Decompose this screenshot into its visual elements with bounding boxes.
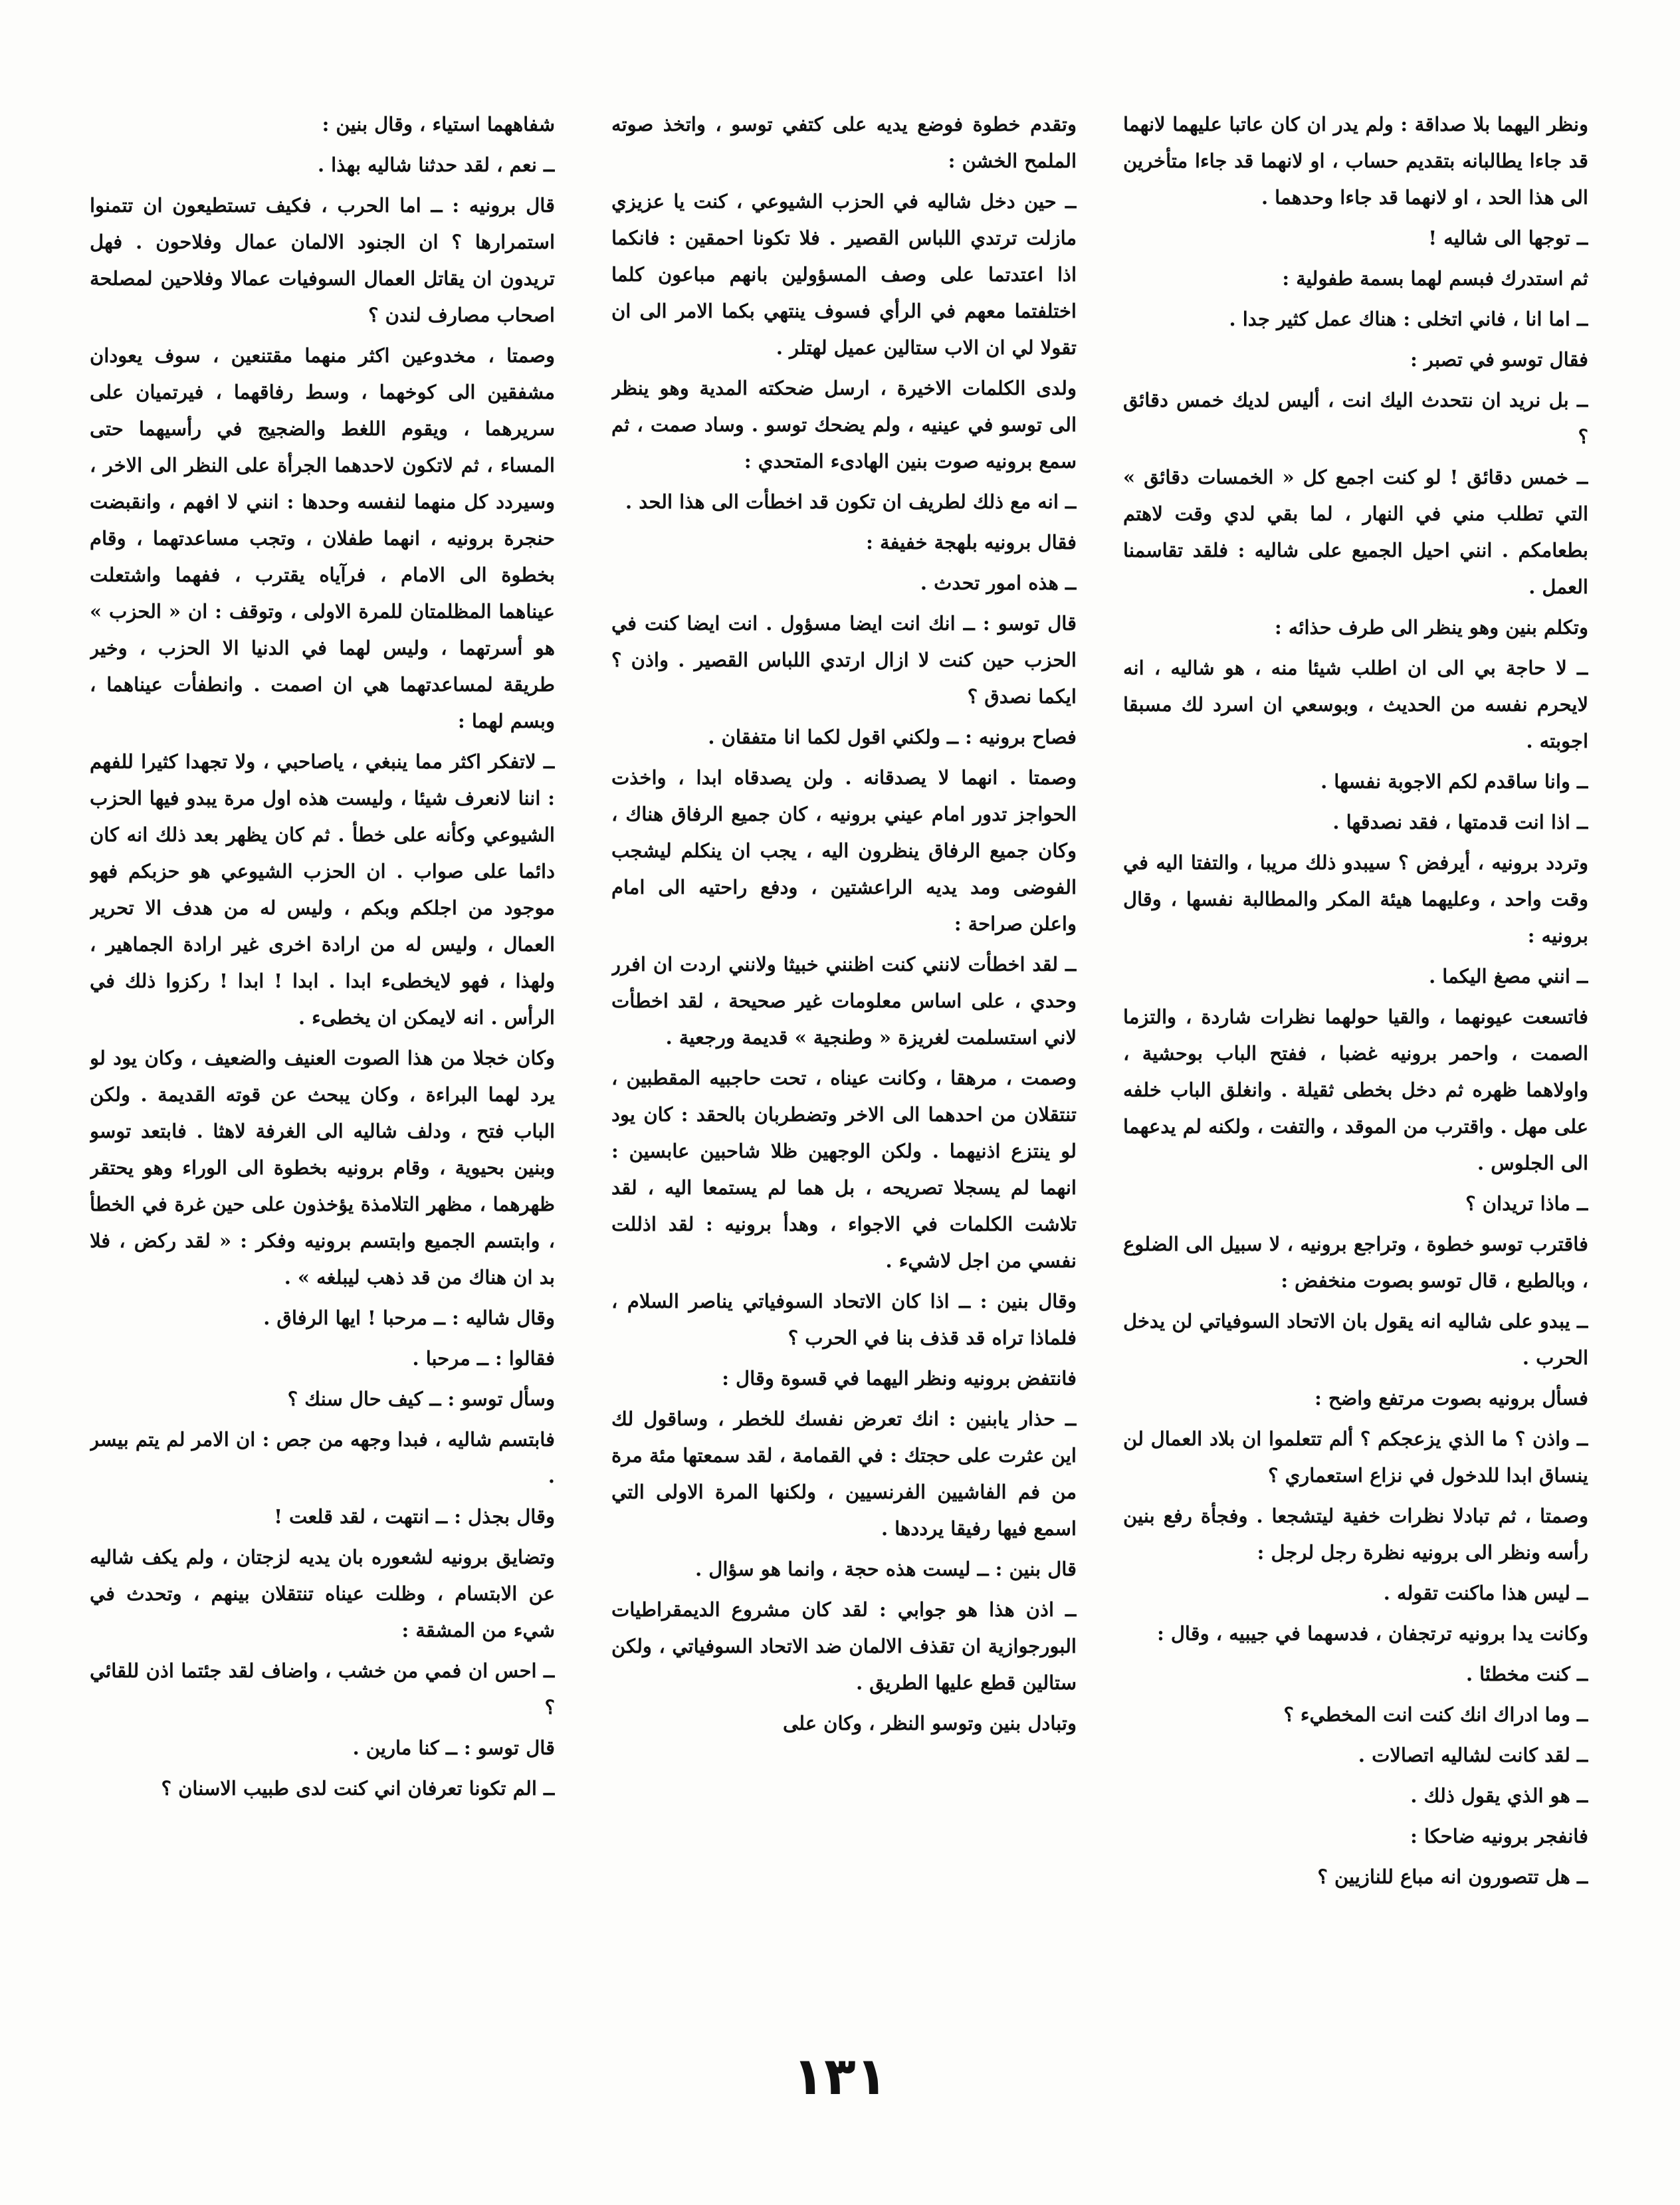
paragraph: ــ هل تتصورون انه مباع للنازيين ؟ [1317,1865,1588,1888]
paragraph: فقالوا : ــ مرحبا . [412,1347,555,1370]
paragraph: ثم استدرك فبسم لهما بسمة طفولية : [1282,267,1588,290]
paragraph: وصمتا . انهما لا يصدقانه . ولن يصدقاه ابدا ، واخذت الحواجز تدور امام عيني برونيه ، كان جميع الرفاق هناك ، وكان جميع الرفاق ينظرون اليه ، يجب ان ينكلم ليشجب الفوضى ومد يديه الراعشتين ، ودفع راحتيه الى امام واعلن صراحة : [611,766,1077,935]
paragraph: ــ ماذا تريدان ؟ [1465,1192,1588,1215]
paragraph: وتردد برونيه ، أيرفض ؟ سيبدو ذلك مريبا ، والتفتا اليه في وقت واحد ، وعليهما هيئة المكر والمطالبة نفسها ، وقال برونيه : [1123,851,1588,947]
paragraph: ــ انه مع ذلك لطريف ان تكون قد اخطأت الى هذا الحد . [625,490,1077,513]
paragraph: ــ انني مصغ اليكما . [1429,965,1588,988]
paragraph: وتقدم خطوة فوضع يديه على كتفي توسو ، واتخذ صوته الملمح الخشن : [611,113,1077,172]
text-column-right [1123,106,1588,2027]
paragraph: فقال توسو في تصبر : [1410,348,1588,371]
paragraph: ــ يبدو على شاليه انه يقول بان الاتحاد السوفياتي لن يدخل الحرب . [1123,1310,1588,1369]
paragraph: وقال بنين : ــ اذا كان الاتحاد السوفياتي يناصر السلام ، فلماذا تراه قد قذف بنا في الحرب ؟ [611,1290,1077,1349]
page-number: ١٣١ [792,2047,888,2107]
paragraph: وصمتا ، ثم تبادلا نظرات خفية ليتشجعا . وفجأة رفع بنين رأسه ونظر الى برونيه نظرة رجل لرجل : [1123,1505,1588,1564]
paragraph: فاقترب توسو خطوة ، وتراجع برونيه ، لا سبيل الى الضلوع ، وبالطبع ، قال توسو بصوت منخفض : [1123,1233,1588,1292]
paragraph: فقال برونيه بلهجة خفيفة : [866,531,1077,554]
paragraph: ــ لقد كانت لشاليه اتصالات . [1358,1744,1588,1766]
paragraph: فسأل برونيه بصوت مرتفع واضح : [1314,1387,1588,1410]
paragraph: ــ اما انا ، فاني اتخلى : هناك عمل كثير جدا . [1229,308,1588,330]
paragraph: ــ بل نريد ان نتحدث اليك انت ، أليس لديك خمس دقائق ؟ [1123,389,1588,448]
paragraph: فصاح برونيه : ــ ولكني اقول لكما انا متفقان . [708,726,1077,748]
paragraph: ــ خمس دقائق ! لو كنت اجمع كل « الخمسات دقائق » التي تطلب مني في النهار ، لما بقي لدي وقت لاهتم بطعامكم . انني احيل الجميع على شاليه : فلقد تقاسمنا العمل . [1123,466,1588,598]
paragraph: ــ هو الذي يقول ذلك . [1410,1784,1588,1807]
paragraph: ــ نعم ، لقد حدثنا شاليه بهذا . [317,154,555,176]
paragraph: ــ اذن هذا هو جوابي : لقد كان مشروع الديمقراطيات البورجوازية ان تقذف الالمان ضد الاتحاد السوفياتي ، ولكن ستالين قطع عليها الطريق . [611,1598,1077,1694]
paragraph: ولدى الكلمات الاخيرة ، ارسل ضحكته المدية وهو ينظر الى توسو في عينيه ، ولم يضحك توسو . وساد صمت ، ثم سمع برونيه صوت بنين الهادىء المتحدي : [611,377,1077,472]
paragraph: ــ لا حاجة بي الى ان اطلب شيئا منه ، هو شاليه ، انه لايحرم نفسه من الحديث ، وبوسعي ان اسرد لك مسبقا اجوبته . [1123,657,1588,752]
paragraph: ــ واذن ؟ ما الذي يزعجكم ؟ ألم تتعلموا ان بلاد العمال لن ينساق ابدا للدخول في نزاع استعماري ؟ [1123,1427,1588,1487]
text-column-left [90,106,555,2027]
paragraph: فانتفض برونيه ونظر اليهما في قسوة وقال : [722,1367,1077,1390]
paragraph: ــ وانا ساقدم لكم الاجوبة نفسها . [1320,770,1588,793]
paragraph: فابتسم شاليه ، فبدا وجهه من جص : ان الامر لم يتم بيسر . [90,1428,555,1487]
paragraph: قال برونيه : ــ اما الحرب ، فكيف تستطيعون ان تتمنوا استمرارها ؟ ان الجنود الالمان عمال وفلاحون . فهل تريدون ان يقاتل العمال السوفيات عمالا وفلاحين لمصلحة اصحاب مصارف لندن ؟ [90,194,555,326]
paragraph: ــ لقد اخطأت لانني كنت اظنني خبيثا ولانني اردت ان افرر وحدي ، على اساس معلومات غير صحيحة ، لقد اخطأت لاني استسلمت لغريزة « وطنجية » قديمة ورجعية . [611,953,1077,1049]
paragraph: وصمت ، مرهقا ، وكانت عيناه ، تحت حاجبيه المقطبين ، تنتقلان من احدهما الى الاخر وتضطربان بالحقد : كان يود لو ينتزع اذنيهما . ولكن الوجهين ظلا شاحبين عابسين : انهما لم يسجلا تصريحه ، بل هما لم يستمعا اليه ، لقد تلاشت الكلمات في الاجواء ، وهدأ برونيه : لقد اذللت نفسي من اجل لاشيء . [611,1067,1077,1272]
paragraph: وصمتا ، مخدوعين اكثر منهما مقتنعين ، سوف يعودان مشفقين الى كوخهما ، وسط رفاقهما ، فيرتميان على سريرهما ، ويقوم اللغط والضجيج في رأسيهما حتى المساء ، ثم لاتكون لاحدهما الجرأة على النظر الى الاخر ، وسيردد كل منهما لنفسه وحدها : انني لا افهم ، وانقبضت حنجرة برونيه ، انهما طفلان ، وتجب مساعدتهما ، وقام بخطوة الى الامام ، فرآياه يقترب ، ففهما واشتعلت عيناهما المظلمتان للمرة الاولى ، وتوقف : ان « الحزب » هو أسرتهما ، وليس لهما في الدنيا الا الحزب ، وخير طريقة لمساعدتهما هي ان اصمت . وانطفأت عيناهما ، وبسم لهما : [90,344,555,732]
paragraph: ــ كنت مخطئا . [1465,1663,1588,1685]
paragraph: قال بنين : ــ ليست هذه حجة ، وانما هو سؤال . [695,1558,1077,1580]
paragraph: قال توسو : ــ كنا مارين . [352,1736,555,1759]
paragraph: ــ احس ان فمي من خشب ، واضاف لقد جئتما اذن للقائي ؟ [90,1659,555,1719]
paragraph: وكان خجلا من هذا الصوت العنيف والضعيف ، وكان يود لو يرد لهما البراءة ، وكان يبحث عن قوته القديمة . ولكن الباب فتح ، ودلف شاليه الى الغرفة لاهثا . فابتعد توسو وبنين بحيوية ، وقام برونيه بخطوة الى الوراء وهو يحتقر ظهرهما ، مظهر التلامذة يؤخذون على حين غرة في الخطأ ، وابتسم الجميع وابتسم برونيه وفكر : « لقد ركض ، فلا بد ان هناك من قد ذهب ليبلغه » . [90,1047,555,1289]
paragraph: ــ وما ادراك انك كنت انت المخطيء ؟ [1283,1703,1588,1726]
text-column-middle [611,106,1077,2027]
paragraph: وتضايق برونيه لشعوره بان يديه لزجتان ، ولم يكف شاليه عن الابتسام ، وظلت عيناه تنتقلان بينهم ، وتحدث في شيء من المشقة : [90,1546,555,1641]
paragraph: ــ حذار يابنين : انك تعرض نفسك للخطر ، وساقول لك اين عثرت على حجتك : في القمامة ، لقد سمعتها مئة مرة من فم الفاشيين الفرنسيين ، ولكنها المرة الاولى التي اسمع فيها رفيقا يرددها . [611,1408,1077,1540]
paragraph: وقال بجذل : ــ انتهت ، لقد قلعت ! [274,1505,555,1528]
paragraph: وسأل توسو : ــ كيف حال سنك ؟ [287,1388,555,1410]
paragraph: شفاههما استياء ، وقال بنين : [322,113,555,136]
paragraph: ــ ليس هذا ماكنت تقوله . [1383,1582,1588,1604]
paragraph: ــ توجها الى شاليه ! [1428,227,1588,249]
paragraph: وكانت يدا برونيه ترتجفان ، فدسهما في جيبيه ، وقال : [1157,1622,1588,1645]
paragraph: ــ لاتفكر اكثر مما ينبغي ، ياصاحبي ، ولا تجهدا كثيرا للفهم : اننا لانعرف شيئا ، وليست هذه اول مرة يبدو فيها الحزب الشيوعي وكأنه على خطأ . ثم كان يظهر بعد ذلك انه كان دائما على صواب . ان الحزب الشيوعي هو حزبكم فهو موجود من اجلكم وبكم ، وليس له من هدف الا تحرير العمال ، وليس له من ارادة اخرى غير ارادة الجماهير ، ولهذا ، فهو لايخطىء ابدا . ابدا ! ابدا ! ركزوا ذلك في الرأس . انه لايمكن ان يخطىء . [90,750,555,1029]
paragraph: ــ حين دخل شاليه في الحزب الشيوعي ، كنت يا عزيزي مازلت ترتدي اللباس القصير . فلا تكونا احمقين : فانكما اذا اعتدتما على وصف المسؤولين بانهم مباعون كلما اختلفتما معهم في الرأي فسوف ينتهي بكما الامر الى ان تقولا لي ان الاب ستالين عميل لهتلر . [611,190,1077,359]
paragraph: وتكلم بنين وهو ينظر الى طرف حذائه : [1275,616,1588,639]
paragraph: ــ اذا انت قدمتها ، فقد نصدقها . [1332,811,1588,833]
paragraph: وتبادل بنين وتوسو النظر ، وكان على [782,1712,1077,1734]
paragraph: ونظر اليهما بلا صداقة : ولم يدر ان كان عاتبا عليهما لانهما قد جاءا يطالبانه بتقديم حساب ، او لانهما قد جاءا متأخرين الى هذا الحد ، او لانهما قد جاءا وحدهما . [1123,113,1588,209]
paragraph: فاتسعت عيونهما ، والقيا حولهما نظرات شاردة ، والتزما الصمت ، واحمر برونيه غضبا ، ففتح الباب بوحشية ، واولاهما ظهره ثم دخل بخطى ثقيلة . وانغلق الباب خلفه على مهل . واقترب من الموقد ، والتفت ، ولكنه لم يدعهما الى الجلوس . [1123,1005,1588,1174]
paragraph: وقال شاليه : ــ مرحبا ! ايها الرفاق . [263,1307,555,1329]
paragraph: ــ الم تكونا تعرفان اني كنت لدى طبيب الاسنان ؟ [161,1777,555,1800]
paragraph: ــ هذه امور تحدث . [920,572,1077,594]
paragraph: فانفجر برونيه ضاحكا : [1410,1825,1588,1847]
paragraph: قال توسو : ــ انك انت ايضا مسؤول . انت ايضا كنت في الحزب حين كنت لا ازال ارتدي اللباس القصير . واذن ؟ ايكما نصدق ؟ [611,612,1077,708]
